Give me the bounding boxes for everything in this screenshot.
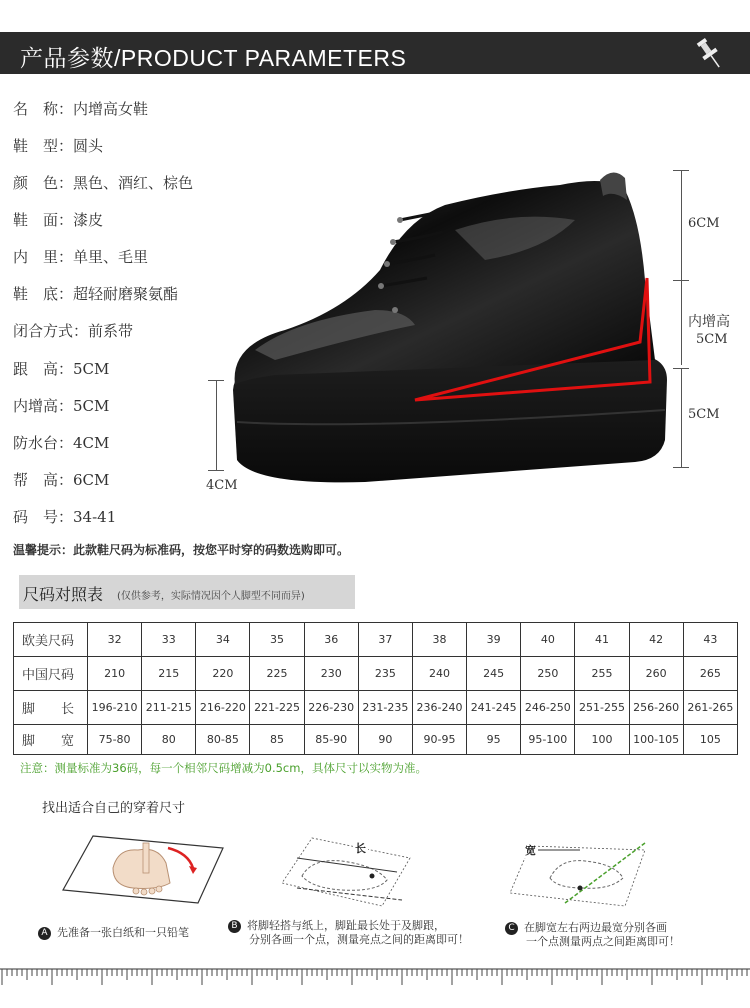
row-header: 中国尺码 [14,657,88,691]
table-cell: 261-265 [683,691,737,725]
table-cell: 230 [304,657,358,691]
param-row: 码 号：34-41 [13,508,117,526]
step-b-caption: B 将脚轻搭与纸上，脚趾最长处于及脚跟， 分别各画一个点，测量亮点之间的距离即可！ [228,919,469,947]
param-row: 防水台：4CM [13,434,110,452]
table-cell: 75-80 [88,725,142,755]
param-row: 鞋 面：漆皮 [13,211,104,229]
table-cell: 231-235 [358,691,412,725]
foot-width-illustration [505,828,655,908]
table-cell: 256-260 [629,691,683,725]
table-cell: 250 [521,657,575,691]
param-row: 颜 色：黑色、酒红、棕色 [13,174,194,192]
table-row [14,657,738,691]
table-cell: 95 [467,725,521,755]
table-row [14,623,738,657]
table-cell: 240 [412,657,466,691]
table-cell: 216-220 [196,691,250,725]
table-cell: 80-85 [196,725,250,755]
table-cell: 100 [575,725,629,755]
platform-height-label: 4CM [206,478,238,493]
table-cell: 245 [467,657,521,691]
param-row: 跟 高：5CM [13,360,110,378]
step-a-caption: A 先准备一张白纸和一只铅笔 [38,926,189,940]
table-cell: 215 [142,657,196,691]
table-cell: 85 [250,725,304,755]
table-cell: 36 [304,623,358,657]
table-cell: 211-215 [142,691,196,725]
measure-line [681,368,682,468]
table-cell: 34 [196,623,250,657]
measure-tick [673,170,689,171]
table-row [14,725,738,755]
shoe-image [215,160,675,500]
measure-line [681,170,682,280]
size-chart-title: 尺码对照表 [23,585,104,604]
inner-height-value: 5CM [696,332,728,347]
table-cell: 32 [88,623,142,657]
param-row: 内增高：5CM [13,397,110,415]
length-mark: 长 [355,842,366,855]
table-cell: 225 [250,657,304,691]
measure-tick [673,467,689,468]
table-cell: 90 [358,725,412,755]
table-cell: 260 [629,657,683,691]
inner-height-label: 内增高 [688,314,730,330]
table-cell: 35 [250,623,304,657]
step-badge: A [38,927,51,940]
table-cell: 255 [575,657,629,691]
table-cell: 42 [629,623,683,657]
step-c-caption: C 在脚宽左右两边最宽分别各画 一个点测量两点之间距离即可！ [505,921,680,949]
measure-tick [208,470,224,471]
size-note: 注意：测量标准为36码，每一个相邻尺码增减为0.5cm，具体尺寸以实物为准。 [20,761,427,775]
foot-length-illustration [282,828,412,908]
upper-height-label: 6CM [688,216,720,231]
size-tip: 温馨提示：此款鞋尺码为标准码，按您平时穿的码数选购即可。 [13,543,350,557]
row-header: 脚 宽 [14,725,88,755]
size-chart-subtitle: (仅供参考，实际情况因个人脚型不同而异) [117,591,305,602]
table-cell: 265 [683,657,737,691]
measure-line [216,380,217,470]
param-row: 鞋 型：圆头 [13,137,104,155]
table-cell: 251-255 [575,691,629,725]
pushpin-icon [690,34,730,74]
table-cell: 80 [142,725,196,755]
table-cell: 196-210 [88,691,142,725]
table-cell: 235 [358,657,412,691]
table-cell: 38 [412,623,466,657]
step-badge: B [228,920,241,933]
table-cell: 226-230 [304,691,358,725]
table-cell: 246-250 [521,691,575,725]
param-row: 鞋 底：超轻耐磨聚氨酯 [13,285,179,303]
size-table [13,622,738,755]
ruler-graphic [0,968,750,1008]
heel-height-label: 5CM [688,407,720,422]
param-row: 内 里：单里、毛里 [13,248,149,266]
table-cell: 220 [196,657,250,691]
table-cell: 95-100 [521,725,575,755]
table-cell: 39 [467,623,521,657]
table-cell: 85-90 [304,725,358,755]
row-header: 脚 长 [14,691,88,725]
table-cell: 210 [88,657,142,691]
table-cell: 33 [142,623,196,657]
param-row: 名 称：内增高女鞋 [13,100,149,118]
measure-tick [673,368,689,369]
table-cell: 241-245 [467,691,521,725]
table-cell: 37 [358,623,412,657]
row-header: 欧美尺码 [14,623,88,657]
table-cell: 41 [575,623,629,657]
step-badge: C [505,922,518,935]
param-row: 闭合方式：前系带 [13,322,134,340]
width-mark: 宽 [525,844,536,857]
foot-on-paper-illustration [58,828,228,908]
table-cell: 105 [683,725,737,755]
table-cell: 221-225 [250,691,304,725]
measure-guide-title: 找出适合自己的穿着尺寸 [42,801,186,816]
measure-line [681,280,682,365]
page-title: 产品参数/PRODUCT PARAMETERS [20,45,407,71]
param-row: 帮 高：6CM [13,471,110,489]
table-cell: 236-240 [412,691,466,725]
table-cell: 90-95 [412,725,466,755]
table-row [14,691,738,725]
measure-tick [208,380,224,381]
table-cell: 43 [683,623,737,657]
table-cell: 40 [521,623,575,657]
table-cell: 100-105 [629,725,683,755]
